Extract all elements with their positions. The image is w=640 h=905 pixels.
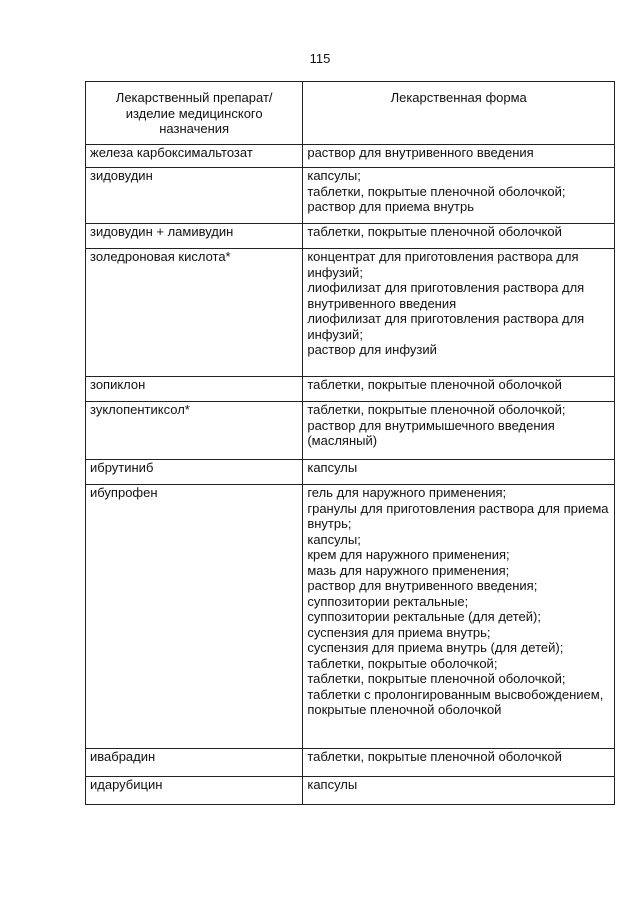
form-line: гранулы для приготовления раствора для приема внутрь; (307, 500, 609, 531)
form-line: лиофилизат для приготовления раствора для инфузий; (307, 311, 585, 342)
form-line: таблетки с пролонгированным высвобождением, покрытые пленочной оболочкой (307, 686, 604, 717)
page-number: 115 (309, 51, 331, 66)
form-line: суспензия для приема внутрь; (307, 624, 491, 640)
form-line: капсулы (307, 460, 358, 475)
drug-forms (303, 249, 615, 377)
form-line: лиофилизат для приготовления раствора для внутривенного введения (307, 280, 585, 311)
table-row (86, 224, 615, 249)
drug-table (85, 81, 615, 805)
form-line: капсулы (307, 777, 358, 792)
drug-name: ибрутиниб (86, 460, 303, 485)
form-line: таблетки, покрытые пленочной оболочкой; (307, 671, 566, 686)
form-line: таблетки, покрытые пленочной оболочкой (307, 377, 562, 392)
form-line: таблетки, покрытые оболочкой; (307, 655, 498, 671)
form-line: таблетки, покрытые пленочной оболочкой; (307, 183, 566, 199)
drug-forms (303, 749, 615, 777)
form-line: раствор для приема внутрь (307, 199, 474, 214)
drug-name: идарубицин (86, 777, 303, 805)
drug-name: ибупрофен (86, 485, 303, 749)
form-line: таблетки, покрытые пленочной оболочкой (307, 749, 562, 764)
drug-name: ивабрадин (86, 749, 303, 777)
drug-forms (303, 402, 615, 460)
drug-name: зуклопентиксол* (86, 402, 303, 460)
drug-name: зидовудин (86, 168, 303, 224)
form-line: мазь для наружного применения; (307, 562, 510, 578)
form-line: крем для наружного применения; (307, 547, 510, 562)
form-line: суппозитории ректальные (для детей); (307, 609, 541, 624)
form-line: концентрат для приготовления раствора для инфузий; (307, 249, 579, 280)
form-line: раствор для внутримышечного введения (масляный) (307, 417, 555, 448)
drug-name: зидовудин + ламивудин (86, 224, 303, 249)
table-row (86, 749, 615, 777)
form-line: раствор для внутривенного введения; (307, 578, 538, 593)
form-line: раствор для внутривенного введения (307, 145, 534, 160)
drug-forms (303, 145, 615, 168)
form-line: суспензия для приема внутрь (для детей); (307, 640, 564, 655)
drug-forms (303, 485, 615, 749)
form-line: таблетки, покрытые пленочной оболочкой; (307, 402, 566, 417)
header-form: Лекарственная форма (303, 82, 615, 145)
form-line: раствор для инфузий (307, 342, 437, 357)
table-row (86, 145, 615, 168)
form-line: таблетки, покрытые пленочной оболочкой (307, 224, 562, 239)
table-row (86, 402, 615, 460)
form-line: капсулы; (307, 168, 361, 183)
drug-forms (303, 377, 615, 402)
drug-forms (303, 460, 615, 485)
form-line: капсулы; (307, 531, 361, 547)
drug-name: железа карбоксимальтозат (86, 145, 303, 168)
table-row (86, 377, 615, 402)
drug-forms (303, 224, 615, 249)
table-header-row (86, 82, 615, 145)
drug-name: зопиклон (86, 377, 303, 402)
table-row (86, 460, 615, 485)
form-line: гель для наружного применения; (307, 485, 507, 500)
table-row (86, 168, 615, 224)
table-row (86, 777, 615, 805)
table-row (86, 249, 615, 377)
drug-forms (303, 777, 615, 805)
table-row (86, 485, 615, 749)
drug-forms (303, 168, 615, 224)
drug-name: золедроновая кислота* (86, 249, 303, 377)
form-line: суппозитории ректальные; (307, 593, 469, 609)
header-drug: Лекарственный препарат/ изделие медицинского назначения (86, 82, 303, 145)
